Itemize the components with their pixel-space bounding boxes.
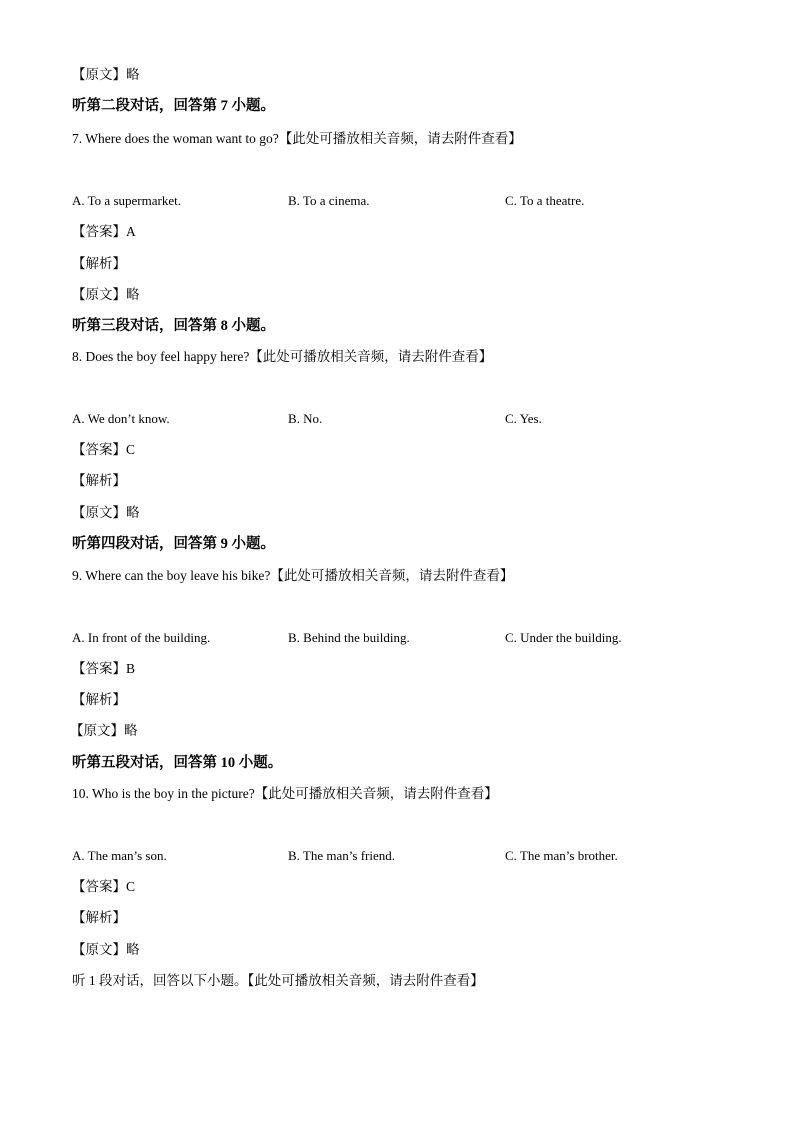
- label-text: 【答案】B: [72, 661, 136, 676]
- label-text: 【答案】A: [72, 224, 136, 239]
- label-text: 【原文】略: [72, 942, 140, 957]
- label-text: 【原文】略: [72, 67, 140, 82]
- answer-option: C. Yes.: [505, 411, 542, 426]
- label-text: 【原文】略: [72, 505, 140, 520]
- section-heading: 听第五段对话，回答第 10 小题。: [72, 755, 283, 771]
- answer-option: C. The man’s brother.: [505, 848, 618, 863]
- label-text: 【解析】: [72, 692, 126, 707]
- answer-option: B. To a cinema.: [288, 193, 370, 208]
- question-text: 9. Where can the boy leave his bike?【此处可播放相关音频，请去附件查看】: [72, 568, 514, 583]
- answer-option: A. In front of the building.: [72, 630, 211, 645]
- answer-option: C. To a theatre.: [505, 193, 585, 208]
- label-text: 【答案】C: [72, 442, 136, 457]
- answer-option: B. Behind the building.: [288, 630, 410, 645]
- label-text: 【原文】略: [70, 723, 138, 738]
- question-text: 8. Does the boy feel happy here?【此处可播放相关音频，请去附件查看】: [72, 349, 493, 364]
- answer-option: A. We don’t know.: [72, 411, 170, 426]
- answer-option: B. The man’s friend.: [288, 848, 395, 863]
- label-text: 【解析】: [72, 256, 126, 271]
- question-text: 10. Who is the boy in the picture?【此处可播放相关音频，请去附件查看】: [72, 786, 498, 801]
- answer-option: C. Under the building.: [505, 630, 622, 645]
- label-text: 【答案】C: [72, 879, 136, 894]
- section-heading: 听第四段对话，回答第 9 小题。: [72, 536, 275, 552]
- label-text: 【解析】: [72, 910, 126, 925]
- answer-option: A. To a supermarket.: [72, 193, 181, 208]
- label-text: 【解析】: [72, 473, 126, 488]
- section-heading: 听第二段对话，回答第 7 小题。: [72, 98, 275, 114]
- question-text: 听 1 段对话，回答以下小题。【此处可播放相关音频，请去附件查看】: [72, 973, 484, 988]
- answer-option: A. The man’s son.: [72, 848, 167, 863]
- section-heading: 听第三段对话，回答第 8 小题。: [72, 318, 275, 334]
- answer-option: B. No.: [288, 411, 323, 426]
- question-text: 7. Where does the woman want to go?【此处可播放相关音频，请去附件查看】: [72, 131, 522, 146]
- label-text: 【原文】略: [72, 287, 140, 302]
